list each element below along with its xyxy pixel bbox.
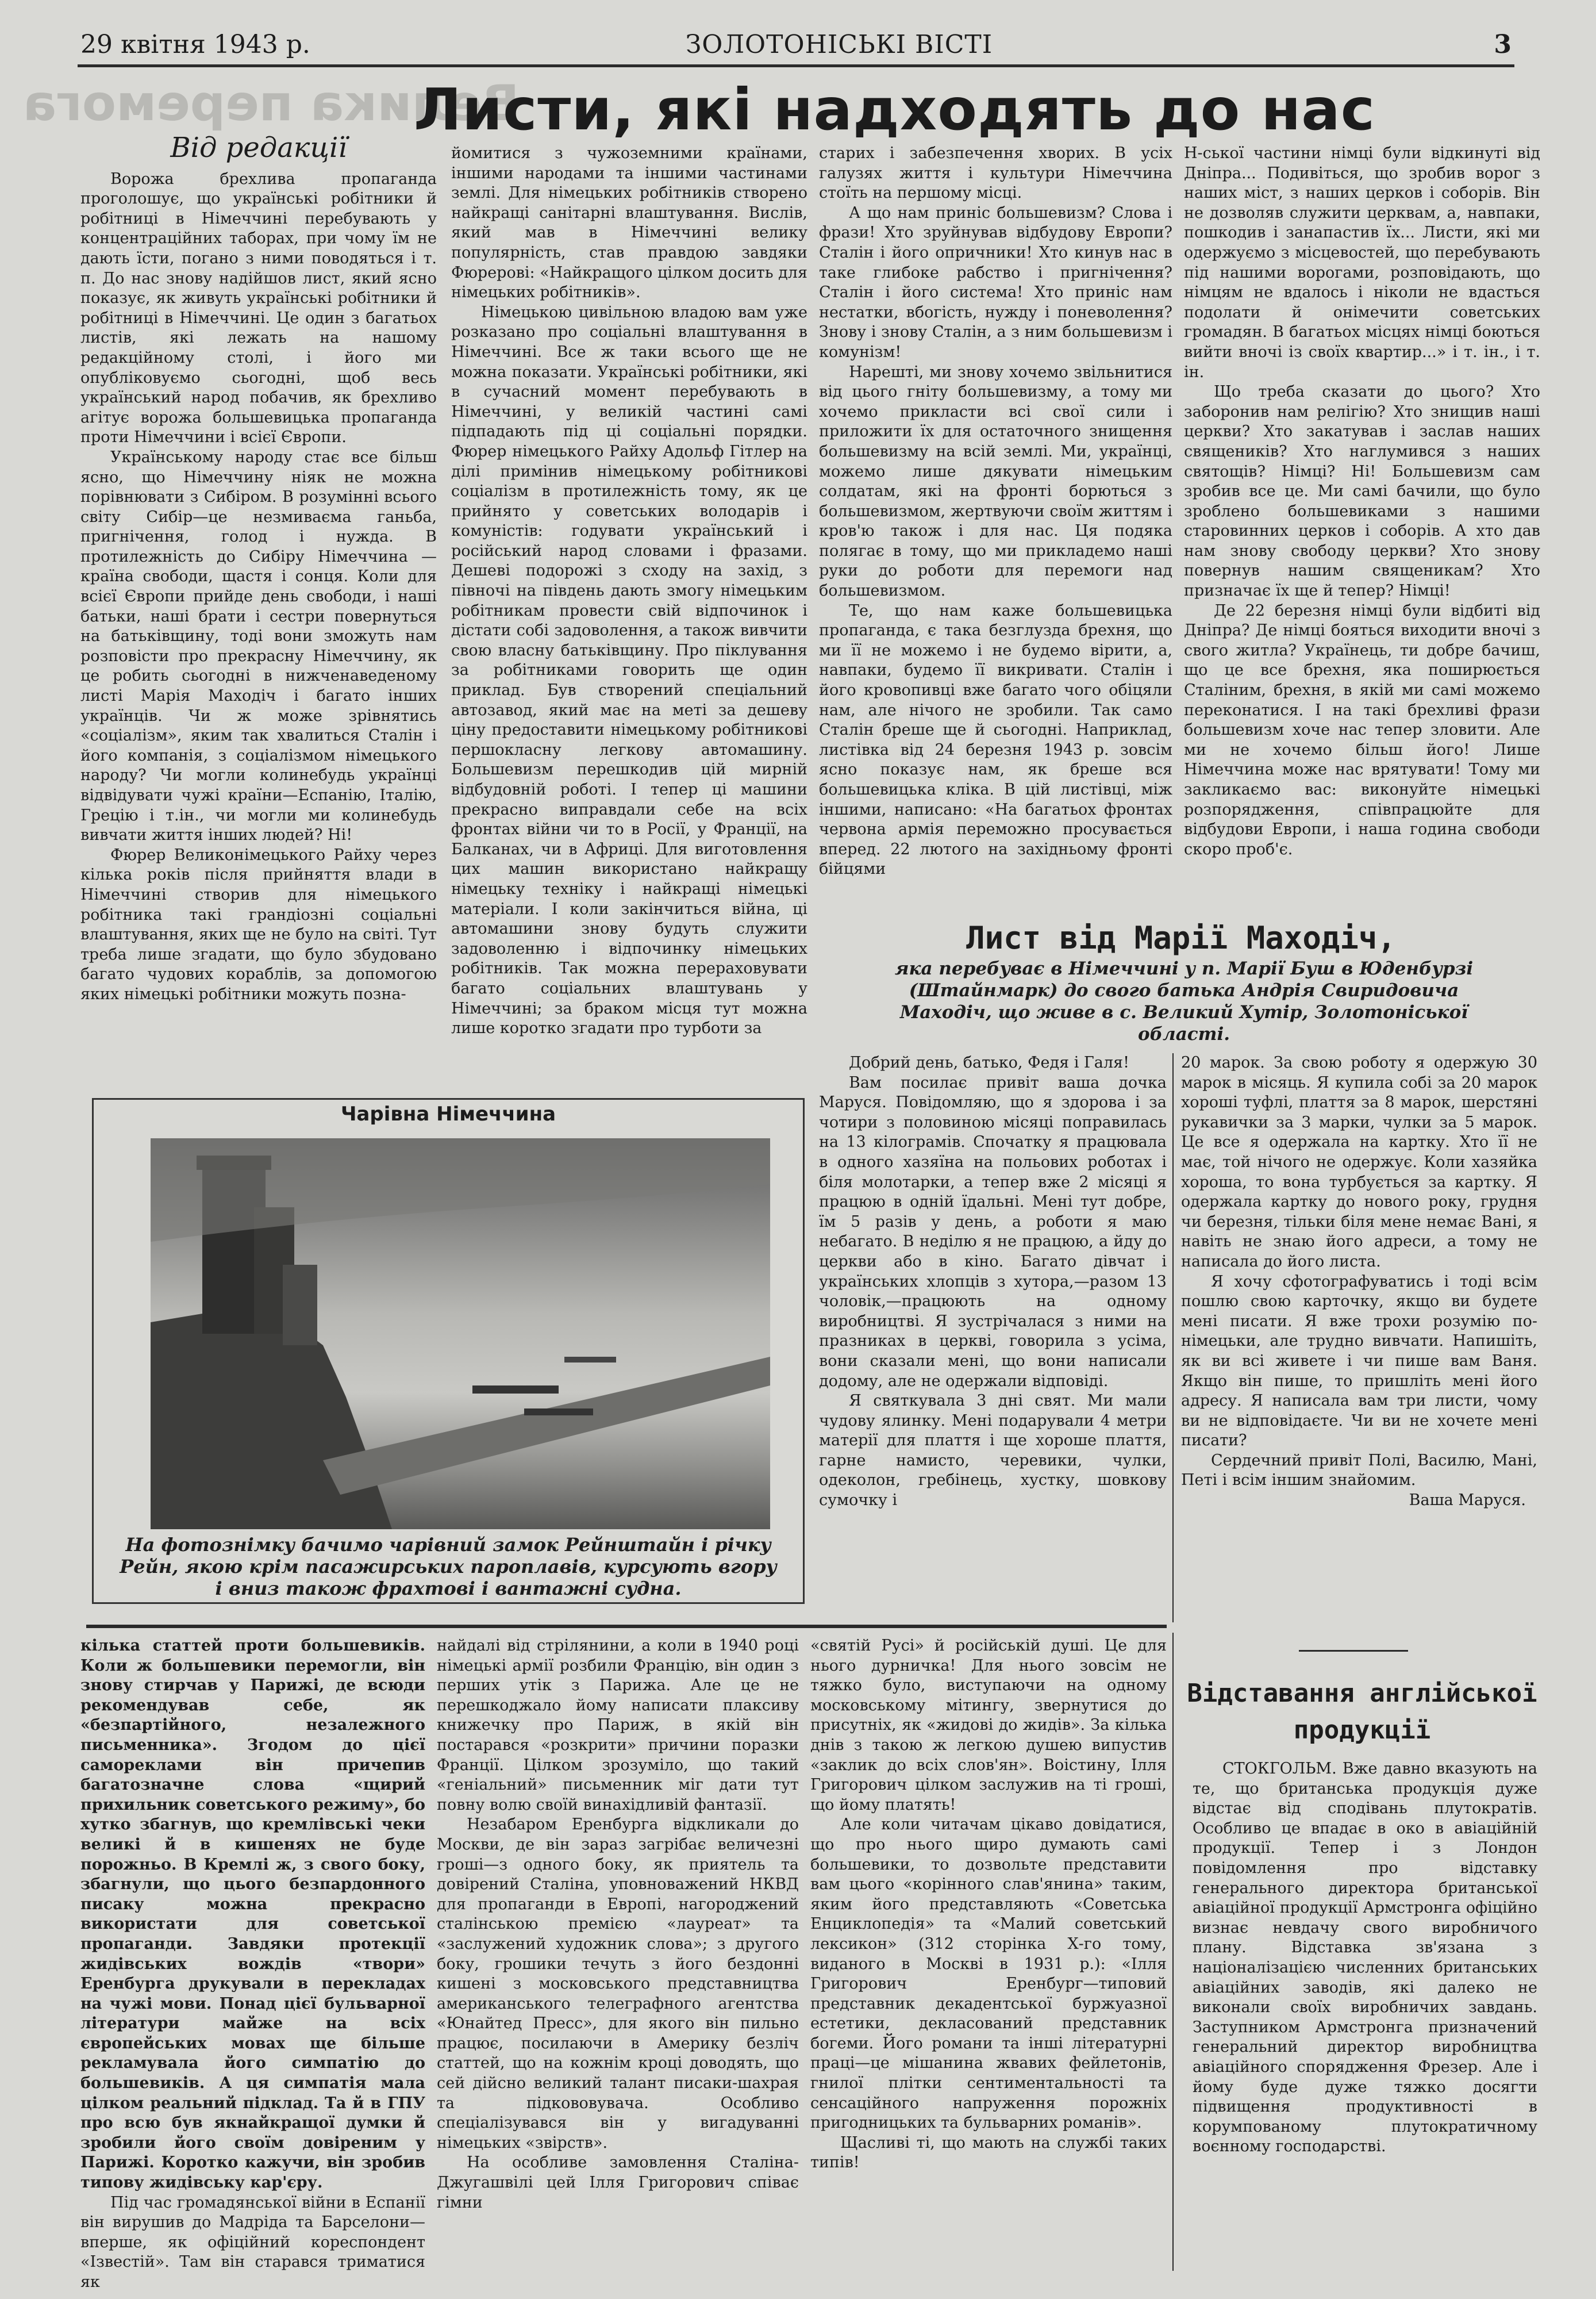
letter-title: Лист від Марії Маходіч, <box>966 920 1396 956</box>
photo-caption: На фотознімку бачимо чарівний замок Рейнштайн і річку Рейн, якою крім пасажирських пароплавів, курсують вгору і вниз також фрахтові і вантажні судна. <box>120 1534 777 1599</box>
english-article-title-line1: Відставання англійської <box>1187 1679 1537 1708</box>
editorial-column-2 <box>451 144 807 1087</box>
editorial-paragraph: Що треба сказати до цього? Хто заборонив нам релігію? Хто знищив наші церкви? Хто закатував і заслав наших священиків? Хто наглумився з наших святощів? Німці? Ні! Большевизм сам зробив все це. Ми самі бачили, що було зроблено большевиками з нашими старовинних церков і соборів. А хто дав нам знову свободу церкви? Хто знову повернув нашим священикам? Хто призначає їх ще й тепер? Німці! <box>1184 383 1540 600</box>
letter-paragraph: Вам посилає привіт ваша дочка Маруся. Повідомляю, що я здорова і за чотири з половиною місяці поправилась на 13 кілограмів. Спочатку я працювала в одного хазяїна на польових роботах і біля молотарки, а тепер вже 2 місяці я працюю в одній їдальні. Мені тут добре, їм 5 разів у день, а роботи я маю небагато. В неділю я не працюю, а йду до церкви або в кіно. Багато дівчат і українських хлопців з хутора,—разом 13 чоловік,—працюють на одному виробництві. Я зустрічалася з ними на празниках в церкві, говорила з усіма, вони сказали мені, що вони написали додому, але не одержали відповіді. <box>819 1073 1167 1390</box>
editorial-paragraph: А що нам приніс большевизм? Слова і фрази! Хто зруйнував відбудову Европи? Сталін і його опричники! Хто кинув нас в таке глибоке рабство і пригнічення? Сталін і його система! Хто приніс нам нестатки, вбогість, нужду і поневолення? Знову і знову Сталін, а з ним большевизм і комунізм! <box>819 204 1172 361</box>
letter-column-2 <box>1181 1053 1537 1622</box>
editorial-paragraph: Де 22 березня німці були відбиті від Дніпра? Де німці бояться виходити вночі з свого житла? Українець, ти добре бачиш, що це все брехня, яка поширюється Сталіним, брехня, в якій ми самі можемо переконатися. І на такі брехливі фрази большевизм хоче нас тепер зловити. Але ми не хочемо більш його! Лише Німеччина може нас врятувати! Тому ми закликаємо вас: виконуйте німецькі розпорядження, співпрацюйте для відбудови Европи, і наша година свободи скоро проб'є. <box>1184 601 1540 858</box>
editorial-column-4 <box>1184 144 1540 920</box>
main-headline: Листи, які надходять до нас <box>414 76 1376 143</box>
ehrenburg-column-1 <box>80 1636 425 2291</box>
editorial-heading: Від редакції <box>170 132 347 164</box>
letter-signature: Ваша Маруся. <box>1409 1491 1526 1510</box>
editorial-paragraph: Українському народу стає все більш ясно, що Німеччину ніяк не можна порівнювати з Сибіром. В розумінні всього світу Сибір—це незмивaєма ганьба, пригнічення, голод і нужда. В протилежність до Сибіру Німеччина — країна свободи, щастя і сонця. Коли для всієї Європи прийде день свободи, і наші батьки, наші брати і сестри повернуться на батьківщину, тоді вони зможуть нам розповісти про прекрасну Німеччину, як це робить сьогодні в нижченаведеному листі Марія Маходіч і багато інших українців. Чи ж може зрівнятись «соціалізм», яким так хвалиться Сталін і його компанія, з соціалізмом німецького народу? Чи могли колинебудь українці відвідувати чужі країни—Еспанію, Італію, Грецію і т.ін., чи могли ми колинебудь вивчати життя інших людей? Ні! <box>80 448 437 845</box>
editorial-column-3 <box>819 144 1172 920</box>
newspaper-name: ЗОЛОТОНІСЬКІ ВІСТІ <box>685 30 993 59</box>
article-paragraph: найдалі від стрілянини, а коли в 1940 році німецькі армії розбили Францію, він один з перших утік з Парижа. Але це не перешкоджало йому написати плаксиву книжечку про Париж, в якій він постарався «розкрити» причини поразки Франції. Цілком зрозуміло, що такий «геніальний» письменник міг дати тут повну волю своїй винахідливій фантазії. <box>437 1637 799 1814</box>
editorial-paragraph: Німецькою цивільною владою вам уже розказано про соціальні влаштування в Німеччині. Все ж таки всього ще не можна показати. Українські робітники, які в сучасний момент перебувають в Німеччині, у великій частині самі підпадають під ці соціальні порядки. Фюрер німецького Райху Адольф Гітлер на ділі примінив німецькому робітникові соціалізм в протилежність тому, як це прийнято у советських володарів і комуністів: годувати український і російський народ словами і фразами. Дешеві подорожі з сходу на захід, з півночі на південь дають змогу німецьким робітникам провести свій відпочинок і дістати собі задоволення, а також вивчити свою власну батьківщину. Про піклування за робітниками говорить ще один приклад. Був створений спеціальний автозавод, який має на меті за дешеву ціну предоставити німецькому робітникові першокласну легкову автомашину. Большевизм перешкодив цій мирній відбудовній роботі. І тепер ці машини прекрасно виправдали себе на всіх фронтах війни чи то в Росії, у Франції, на Балканах, чи в Африці. Для виготовлення цих машин використано найкращу німецьку техніку і найкращі німецькі матеріали. І коли закінчиться війна, ці автомашини знову будуть служити задоволенню і відпочинку німецьких робітників. Так можна перераховувати багато соціальних влаштувань у Німеччині; за браком місця тут можна лише коротко згадати про турботи за <box>451 303 807 1038</box>
letter-paragraph: 20 марок. За свою роботу я одержую 30 марок в місяць. Я купила собі за 20 марок хороші туфлі, плаття за 8 марок, шерстяні рукавички за 3 марки, чулки за 5 марок. Це все я одержала на картку. Хто її не має, той нічого не одержує. Коли хазяйка хороша, то вона турбується за картку. Я одержала картку до нового року, грудня чи березня, тільки біля мене немає Вані, я навіть не знаю його адреси, а тому не написала до його листа. <box>1181 1054 1537 1271</box>
show-through-ghost: Велика перемога <box>23 75 520 132</box>
editorial-paragraph: Нарешті, ми знову хочемо звільнитися від цього гніту большевизму, а тому ми хочемо прикласти всі свої сили і приложити їх для остаточного знищення большевизму на всій землі. Ми, українці, можемо лише дякувати німецьким солдатам, які на фронті борються з большевизмом, жертвуючи своїм життям і кров'ю також і для нас. Ця подяка полягає в тому, що ми прикладемо наші руки до роботи для перемоги над большевизмом. <box>819 363 1172 600</box>
rheinstein-castle-photo <box>151 1138 770 1529</box>
short-rule <box>1299 1650 1408 1652</box>
article-paragraph: Щасливі ті, що мають на службі таких типів! <box>810 2133 1167 2172</box>
editorial-paragraph: старих і забезпечення хворих. В усіх галузях життя і культури Німеччина стоїть на першому місці. <box>819 144 1172 202</box>
letter-paragraph: Я хочу сфотографуватись і тоді всім пошлю свою карточку, якщо ви будете мені писати. Я вже трохи розумію по-німецьки, але трудно вивчати. Напишіть, як ви всі живете і чи пише вам Ваня. Якщо він пише, то пришліть мені його адресу. Я написала вам три листи, чому ви не відповідаєте. Чи ви не хочете мені писати? <box>1181 1272 1537 1450</box>
column-divider <box>1172 1633 1174 2271</box>
editorial-paragraph: йомитися з чужоземними країнами, іншими народами та іншими частинами землі. Для німецьких робітників створено найкращі санітарні влаштування. Вислів, який мав в Німеччині велику популярність, став правдою завдяки Фюрерові: «Найкращого цілком досить для німецьких робітників». <box>451 144 807 302</box>
photo-illustration <box>151 1138 770 1529</box>
ehrenburg-column-2 <box>437 1636 799 2274</box>
editorial-paragraph: Н-ської частини німці були відкинуті від Дніпра... Подивіться, що зробив ворог з наших міст, з наших церков і соборів. Він не дозволяв служити церквам, а, навпаки, пошкодив і занапастив їх... Листи, які ми одержуємо з місцевостей, що перебувають під нашими ворогами, розповідають, що німцям не вдалось і ніколи не вдасться подолати й онімечити советських громадян. В багатьох місцях німці боються вийти вночі із своїх квартир...» і т. ін., і т. ін. <box>1184 144 1540 381</box>
section-divider <box>86 1625 1167 1628</box>
article-paragraph: Незабаром Еренбурга відкликали до Москви, де він зараз загрібає величезні гроші—з одного боку, як приятель та довірений Сталіна, уповноважений НКВД для пропаганди в Европі, нагороджений сталінською премією «лауреат» та «заслужений художник слова»; з другого боку, грошики течуть з його бездонні кишені з московського представництва американського телеграфного агентства «Юнайтед Пресс», для якого він пильно працює, посилаючи в Америку безліч статтей, що на кожнім кроці доводять, що сей дійсно великий талант писаки-шахрая та підкововувача. Особливо спеціалізувався він у вигадуванні німецьких «звірств». <box>437 1816 799 2152</box>
letter-subtitle: яка перебуває в Німеччині у п. Марії Буш в Юденбурзі (Штайнмарк) до свого батька Андрія Свиридовича Маходіч, що живе в с. Великий Хутір, Золотоніської області. <box>894 958 1474 1045</box>
column-divider <box>1172 1053 1174 1622</box>
page-number: 3 <box>1494 30 1512 59</box>
header-rule <box>78 64 1514 67</box>
article-paragraph: кілька статтей проти большевиків. Коли ж большевики перемогли, він знову стирчав у Парижі, де всюди рекомендував себе, як «безпартійного, незалежного письменника». Згодом до цієї самореклами він причепив багатозначне слова «щирий прихильник советського режиму», бо хутко збагнув, що кремлівські чеки великі й в кишенях не буде порожньо. В Кремлі ж, з свого боку, збагнули, що цього безпардонного писаку можна прекрасно використати для советської пропаганди. Завдяки протекції жидівських вождів «твори» Еренбурга друкували в перекладах на чужі мови. Понад цієї бульварної літератури майже на всіх європейських мовах ще більше рекламувала його симпатію до большевиків. А ця симпатія мала цілком реальний підклад. Та й в ГПУ про всю був якнайкращої думки й зробили його своїм довіреним у Парижі. Коротко кажучи, він зробив типову жидівську кар'єру. <box>80 1637 425 2192</box>
letter-paragraph: Я святкувала 3 дні свят. Ми мали чудову ялинку. Мені подарували 4 метри матерії для плаття і ще хороше плаття, гарне намисто, черевики, чулки, одеколон, гребінець, хустку, шовкову сумочку і <box>819 1392 1167 1510</box>
editorial-paragraph: Фюрер Великонімецького Райху через кілька років після прийняття влади в Німеччині створив для німецького робітника такі грандіозні соціальні влаштування, яких ще не було на світі. Тут треба лише згадати, що було збудовано багато чудових кораблів, за допомогою яких німецькі робітники можуть позна- <box>80 846 437 1003</box>
english-article-title-line2: продукції <box>1293 1715 1431 1745</box>
editorial-paragraph: Те, що нам каже большевицька пропаганда, є така безглузда брехня, що ми її не можемо і не будемо вірити, а, навпаки, будемо її викривати. Сталін і його кровопивці вже багато чого обіцяли нам, але нічого не зробили. Так само Сталін бреше ще й сьогодні. Наприклад, листівка від 24 березня 1943 р. зовсім ясно показує нам, як бреше вся большевицька кліка. В цій листівці, між іншими, написано: «На багатьох фронтах червона армія переможно просувається вперед. 22 лютого на західньому фронті бійцями <box>819 601 1172 878</box>
ehrenburg-column-3 <box>810 1636 1167 2274</box>
article-paragraph: Але коли читачам цікаво довідатися, що про нього щиро думають самі большевики, то дозвольте представити вам цього «корінного слав'янина» таким, яким його представляють «Советська Енциклопедія» та «Малий советський лексикон» (312 сторінка Х-го тому, виданого в Москві в 1931 р.): «Ілля Григорович Еренбург—типовий представник декадентської буржуазної естетики, декласований представник богеми. Його романи та інші літературні праці—це мішанина жвавих фейлетонів, гнилої плітки сентиментальності та сенсаційного напруження порожніх пригодницьких та бульварних романів». <box>810 1816 1167 2132</box>
editorial-column-1 <box>80 132 437 1087</box>
article-paragraph: СТОКГОЛЬМ. Вже давно вказують на те, що британська продукція дуже відстає від сподівань плутократів. Особливо це впадає в око в авіаційній продукції. Тепер і з Лондон повідомлення про відставку генерального директора британської авіаційної продукції Армстронга офіційно визнає невдачу свого виробничого плану. Відставка зв'язана з націоналізацією численних британських авіаційних заводів, які далеко не виконали своїх виробничих завдань. Заступником Армстронга призначений генеральний директор виробництва авіаційного спорядження Фрезер. Але і йому буде дуже тяжко досягти підвищення продуктивності в корумпованому плутократичному воєнному господарстві. <box>1193 1760 1537 2156</box>
letter-column-1 <box>819 1053 1167 1622</box>
photo-title: Чарівна Німеччина <box>340 1103 556 1126</box>
letter-paragraph: Сердечний привіт Полі, Василю, Мані, Петі і всім іншим знайомим. <box>1181 1451 1537 1490</box>
editorial-paragraph: Ворожа брехлива пропаганда проголошує, що українські робітники й робітниці в Німеччині перебувають у концентраційних таборах, при чому їм не дають їсти, погано з ними поводяться і т. п. До нас знову надійшов лист, який ясно показує, як живуть українські робітники й робітниці в Німеччині. Це один з багатьох листів, які лежать на нашому редакційному столі, і його ми опубліковуємо сьогодні, щоб весь український народ побачив, як брехливо агітує ворожа большевицька пропаганда проти Німеччини і всієї Європи. <box>80 170 437 447</box>
article-paragraph: На особливе замовлення Сталіна-Джугашвілі цей Ілля Григорович співає гімни <box>437 2154 799 2212</box>
article-paragraph: Під час громадянської війни в Еспанії він вирушив до Мадріда та Барселони—вперше, як офіційний кореспондент «Ізвестій». Там він старався триматися як <box>80 2193 425 2291</box>
letter-paragraph: Добрий день, батько, Федя і Галя! <box>849 1054 1129 1072</box>
issue-date: 29 квітня 1943 р. <box>80 30 310 59</box>
english-article-body <box>1193 1759 1537 2271</box>
article-paragraph: «святій Русі» й російській душі. Це для нього дурничка! Для нього зовсім не тяжко було, виступаючи на одному московському мітингу, звернутися до присутніх, як «жидові до жидів». За кілька днів з такою ж легкою душею випустив «заклик до всіх слов'ян». Воістину, Ілля Григорович цілком заслужив на ті гроші, що йому платять! <box>810 1637 1167 1814</box>
